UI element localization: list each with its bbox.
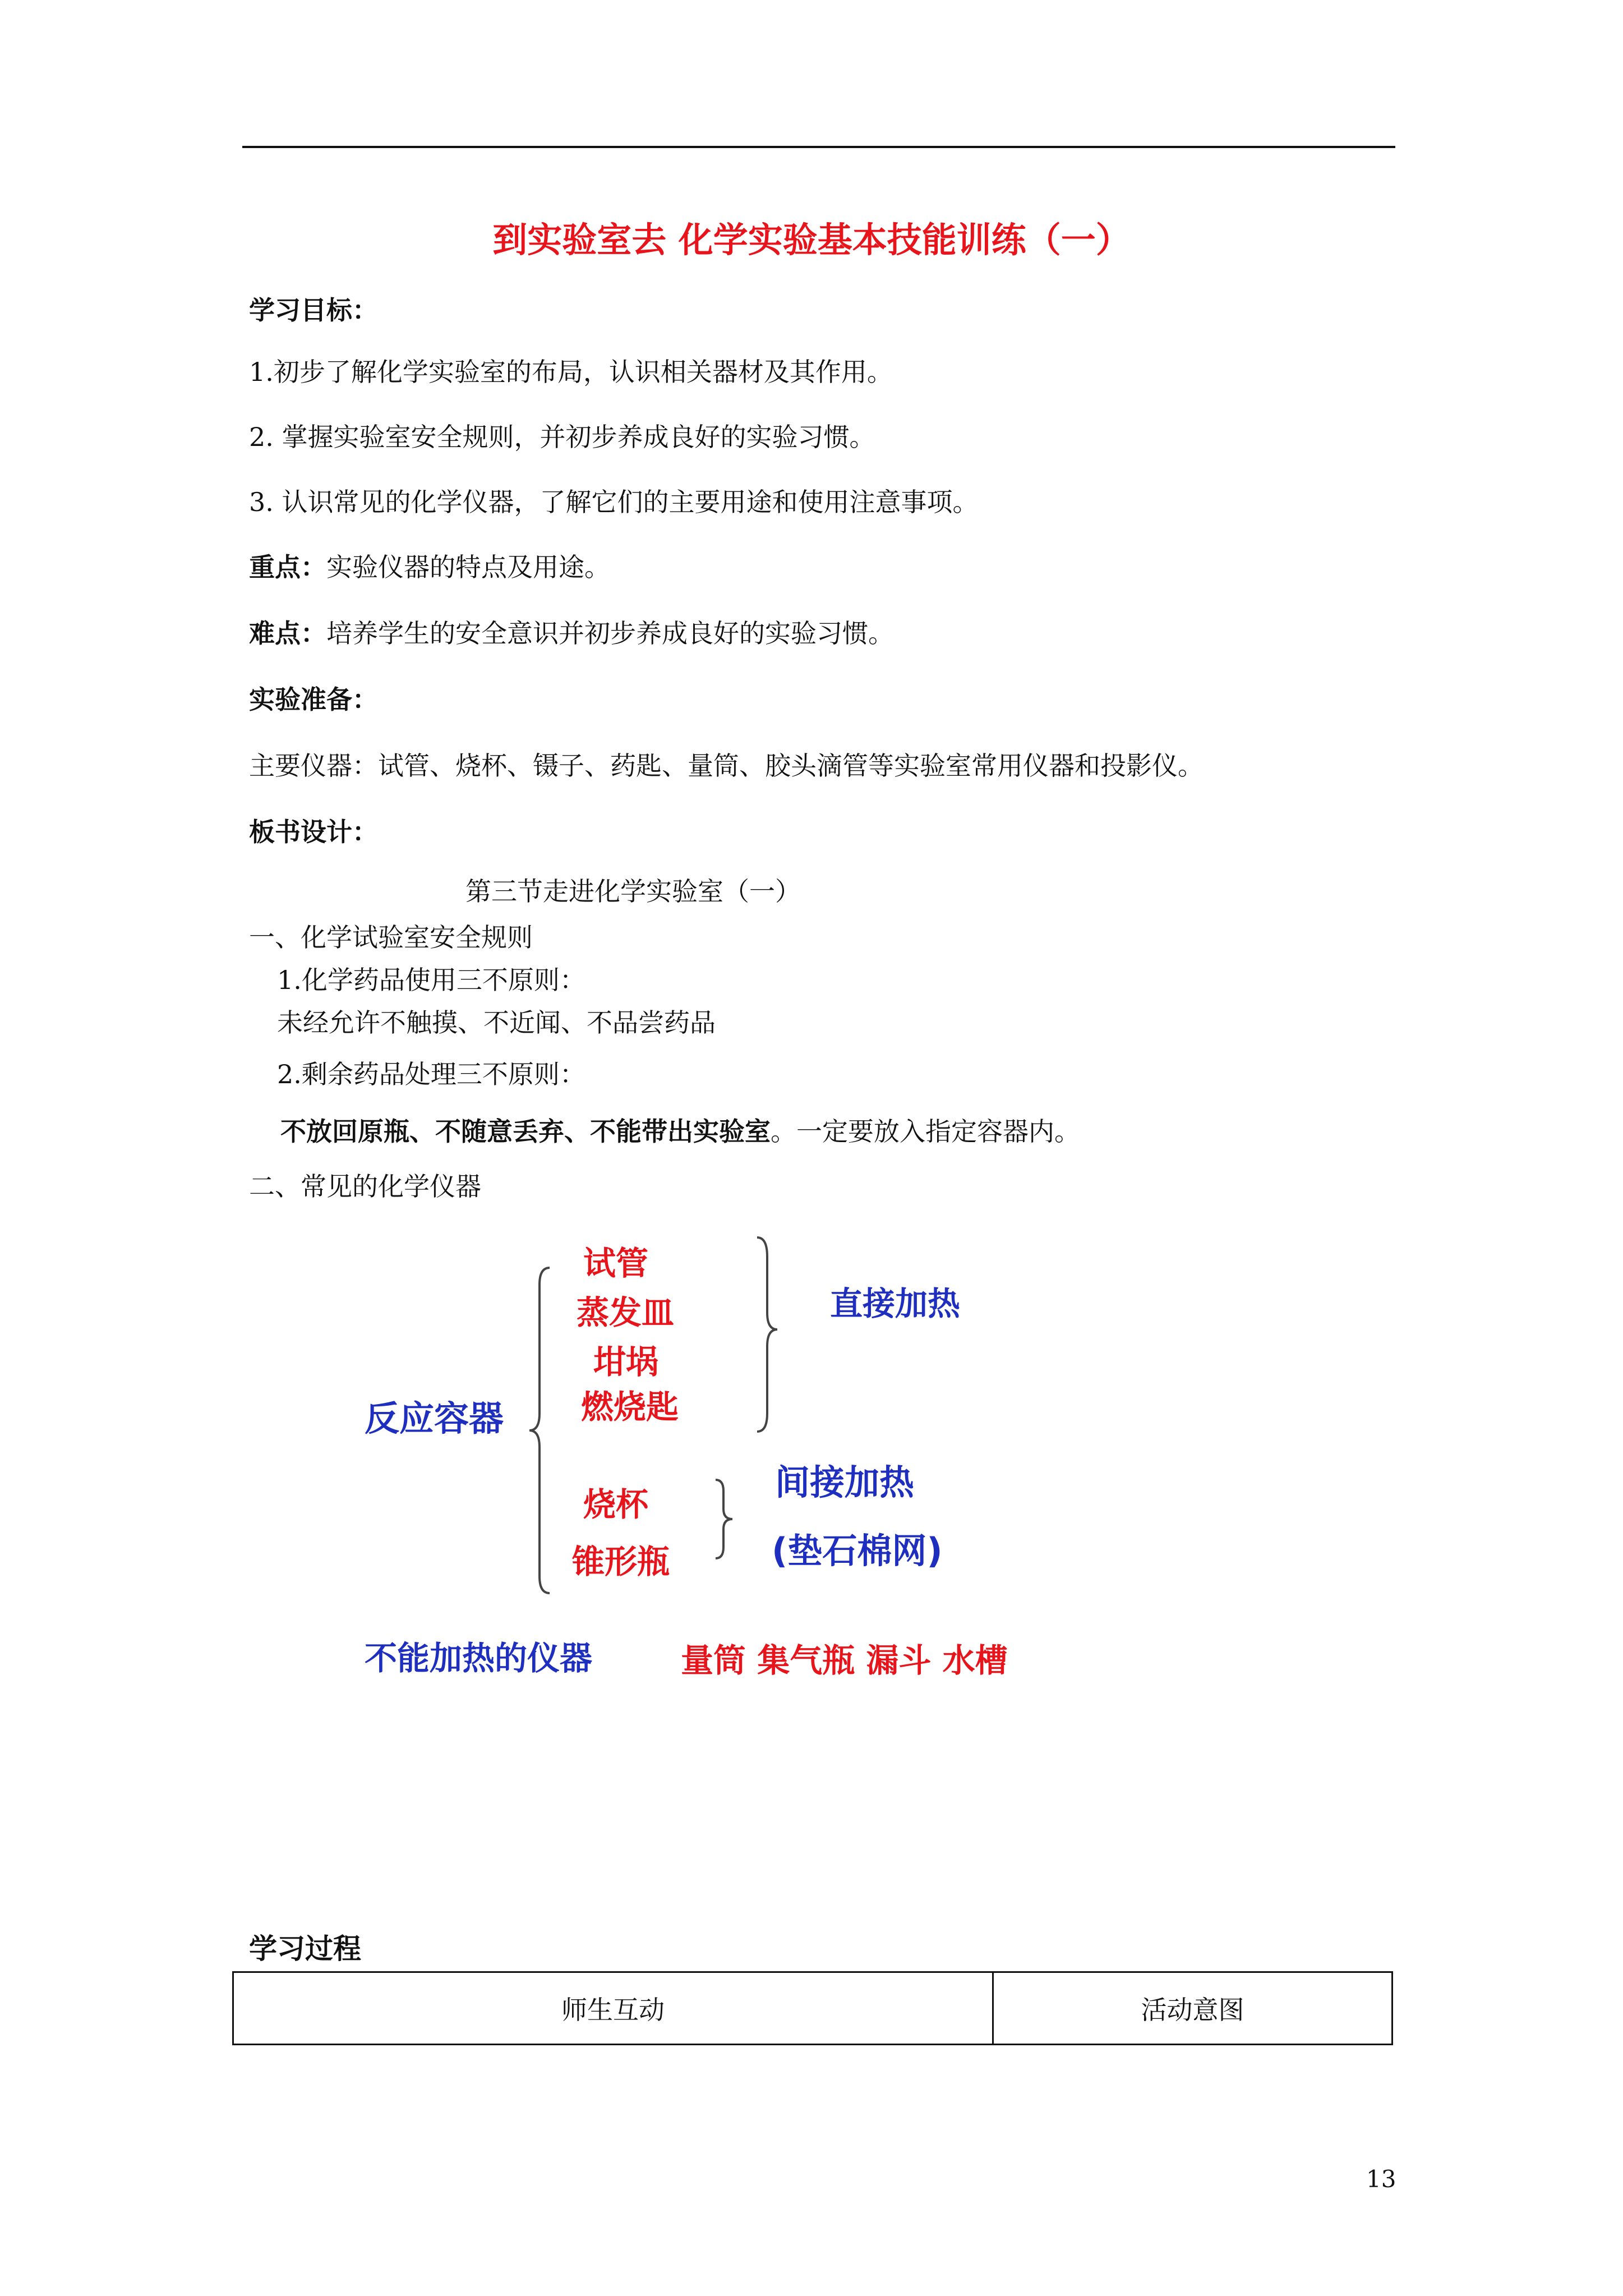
header-rule (242, 146, 1395, 148)
category-label: 反应容器 (365, 1398, 504, 1439)
no-heat-items: 量筒 集气瓶 漏斗 水槽 (681, 1641, 1008, 1680)
preparation-text: 主要仪器：试管、烧杯、镊子、药匙、量筒、胶头滴管等实验室常用仪器和投影仪。 (249, 751, 1204, 781)
indirect-item-2: 锥形瓶 (572, 1543, 670, 1581)
preparation-heading: 实验准备： (249, 684, 378, 715)
table-row (233, 1972, 1393, 2045)
board-section-2: 二、常见的化学仪器 (249, 1171, 481, 1202)
key-point-label: 重点： (249, 552, 326, 582)
objective-item-3: 3. 认识常见的化学仪器，了解它们的主要用途和使用注意事项。 (249, 487, 979, 517)
no-heat-label: 不能加热的仪器 (365, 1639, 593, 1677)
board-section-1: 一、化学试验室安全规则 (249, 922, 533, 953)
table-header-interaction: 师生互动 (233, 1972, 993, 2045)
direct-heating-label: 直接加热 (830, 1285, 961, 1323)
rule-1-text: 未经允许不触摸、不近闻、不品尝药品 (277, 1007, 716, 1038)
process-heading: 学习过程 (249, 1932, 361, 1965)
direct-item-2: 蒸发皿 (577, 1294, 675, 1332)
instrument-classification-diagram (336, 1223, 1166, 1683)
difficult-point-text: 培养学生的安全意识并初步养成良好的实验习惯。 (326, 618, 894, 648)
objective-item-1: 1.初步了解化学实验室的布局，认识相关器材及其作用。 (249, 357, 893, 387)
objective-item-2: 2. 掌握实验室安全规则，并初步养成良好的实验习惯。 (249, 422, 875, 452)
indirect-brace (716, 1480, 732, 1558)
rule-2-title: 2.剩余药品处理三不原则： (277, 1059, 585, 1089)
key-point-text: 实验仪器的特点及用途。 (326, 552, 610, 582)
page-number: 13 (1366, 2165, 1396, 2193)
difficult-point-label: 难点： (249, 618, 326, 648)
indirect-heating-note: (垫石棉网) (772, 1530, 943, 1571)
rule-2-text (280, 1116, 1080, 1147)
rule-2-bold: 不放回原瓶、不随意丢弃、不能带出实验室 (280, 1116, 771, 1147)
direct-item-3: 坩埚 (593, 1343, 659, 1381)
rule-2-rest: 。一定要放入指定容器内。 (771, 1116, 1080, 1147)
direct-item-4: 燃烧匙 (581, 1388, 679, 1426)
objectives-heading: 学习目标： (249, 295, 378, 325)
indirect-item-1: 烧杯 (583, 1485, 649, 1524)
difficult-point (249, 620, 894, 646)
direct-item-1: 试管 (583, 1244, 649, 1282)
rule-1-title: 1.化学药品使用三不原则： (277, 965, 585, 995)
board-subtitle: 第三节走进化学实验室（一） (465, 876, 801, 907)
left-brace (529, 1268, 550, 1593)
board-design-heading: 板书设计： (249, 817, 378, 847)
key-point (249, 554, 610, 580)
table-header-intent: 活动意图 (993, 1972, 1393, 2045)
process-table (232, 1971, 1393, 2045)
indirect-heating-label: 间接加热 (775, 1462, 915, 1503)
direct-brace (757, 1237, 777, 1432)
page-title: 到实验室去 化学实验基本技能训练（一） (492, 219, 1131, 260)
